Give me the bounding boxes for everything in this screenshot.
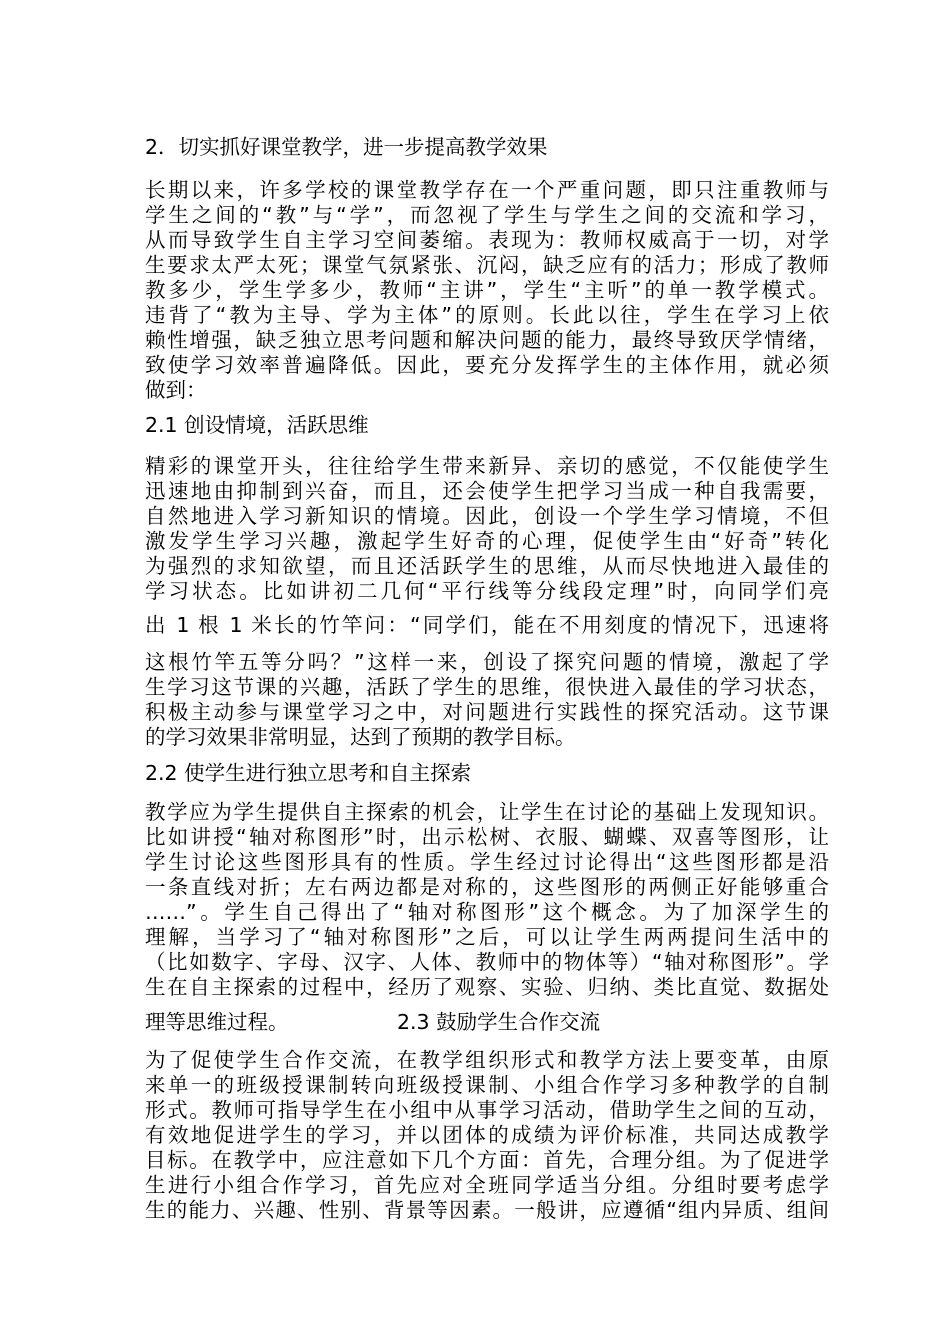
section-2-line: 教多少，学生学多少，教师“主讲”，学生“主听”的单一教学模式。 (145, 278, 829, 302)
section-2-1-line: 为强烈的求知欲望，而且还活跃学生的思维，从而尽快地进入最佳的 (145, 554, 829, 578)
section-2-2-line: 比如讲授“轴对称图形”时，出示松树、衣服、蝴蝶、双喜等图形，让 (145, 825, 829, 849)
section-2-3-line: 来单一的班级授课制转向班级授课制、小组合作学习多种教学的自制 (145, 1073, 829, 1097)
section-2-2-line: 生在自主探索的过程中，经历了观察、实验、归纳、类比直觉、数据处 (145, 975, 829, 999)
section-2-line: 学生之间的“教”与“学”，而忽视了学生与学生之间的交流和学习， (145, 203, 829, 227)
section-2-3-line: 目标。在教学中，应注意如下几个方面：首先，合理分组。为了促进学 (145, 1148, 829, 1172)
section-2-1-line: 的学习效果非常明显，达到了预期的教学目标。 (145, 725, 576, 749)
section-2-1-line: 精彩的课堂开头，往往给学生带来新异、亲切的感觉，不仅能使学生 (145, 454, 829, 478)
section-2-title: 2．切实抓好课堂教学，进一步提高教学效果 (145, 135, 548, 159)
section-2-2-line: （比如数字、字母、汉字、人体、教师中的物体等）“轴对称图形”。学 (145, 950, 829, 974)
section-2-3-line: 形式。教师可指导学生在小组中从事学习活动，借助学生之间的互动， (145, 1098, 829, 1122)
section-2-3-line: 生进行小组合作学习，首先应对全班同学适当分组。分组时要考虑学 (145, 1173, 829, 1197)
section-2-line: 生要求太严太死；课堂气氛紧张、沉闷，缺乏应有的活力；形成了教师 (145, 253, 829, 277)
section-2-2-line: 教学应为学生提供自主探索的机会，让学生在讨论的基础上发现知识。 (145, 800, 829, 824)
section-2-3-line: 为了促使学生合作交流，在教学组织形式和教学方法上要变革，由原 (145, 1048, 829, 1072)
section-2-1-line: 出 1 根 1 米长的竹竿问：“同学们，能在不用刻度的情况下，迅速将 (145, 613, 829, 637)
section-2-1-line: 迅速地由抑制到兴奋，而且，还会使学生把学习当成一种自我需要， (145, 479, 829, 503)
section-2-3-line: 有效地促进学生的学习，并以团体的成绩为评价标准，共同达成教学 (145, 1123, 829, 1147)
section-2-line: 违背了“教为主导、学为主体”的原则。长此以往，学生在学习上依 (145, 303, 829, 327)
section-2-1-line: 激发学生学习兴趣，激起学生好奇的心理，促使学生由“好奇”转化 (145, 529, 829, 553)
section-2-2-line: 一条直线对折；左右两边都是对称的，这些图形的两侧正好能够重合 (145, 875, 829, 899)
section-2-3-title: 2.3 鼓励学生合作交流 (397, 1010, 601, 1034)
section-2-2-line: 理等思维过程。 (145, 1010, 289, 1034)
section-2-1-line: 这根竹竿五等分吗？”这样一来，创设了探究问题的情境，激起了学 (145, 650, 829, 674)
document-page (145, 0, 829, 1344)
section-2-2-line: 理解，当学习了“轴对称图形”之后，可以让学生两两提问生活中的 (145, 925, 829, 949)
section-2-3-line: 生的能力、兴趣、性别、背景等因素。一般讲，应遵循“组内异质、组间 (145, 1198, 829, 1222)
section-2-1-line: 自然地进入学习新知识的情境。因此，创设一个学生学习情境，不但 (145, 504, 829, 528)
section-2-1-line: 积极主动参与课堂学习之中，对问题进行实践性的探究活动。这节课 (145, 700, 829, 724)
section-2-1-line: 学习状态。比如讲初二几何“平行线等分线段定理”时，向同学们亮 (145, 579, 829, 603)
section-2-1-title: 2.1 创设情境，活跃思维 (145, 413, 369, 437)
section-2-line: 长期以来，许多学校的课堂教学存在一个严重问题，即只注重教师与 (145, 178, 829, 202)
section-2-2-title: 2.2 使学生进行独立思考和自主探索 (145, 761, 472, 785)
section-2-2-line: 学生讨论这些图形具有的性质。学生经过讨论得出“这些图形都是沿 (145, 850, 829, 874)
section-2-2-line: ……”。学生自己得出了“轴对称图形”这个概念。为了加深学生的 (145, 900, 829, 924)
section-2-1-line: 生学习这节课的兴趣，活跃了学生的思维，很快进入最佳的学习状态， (145, 675, 829, 699)
section-2-line: 致使学习效率普遍降低。因此，要充分发挥学生的主体作用，就必须 (145, 353, 829, 377)
section-2-line: 从而导致学生自主学习空间萎缩。表现为：教师权威高于一切，对学 (145, 228, 829, 252)
section-2-line: 赖性增强，缺乏独立思考问题和解决问题的能力，最终导致厌学情绪， (145, 328, 829, 352)
section-2-line: 做到： (145, 378, 207, 402)
